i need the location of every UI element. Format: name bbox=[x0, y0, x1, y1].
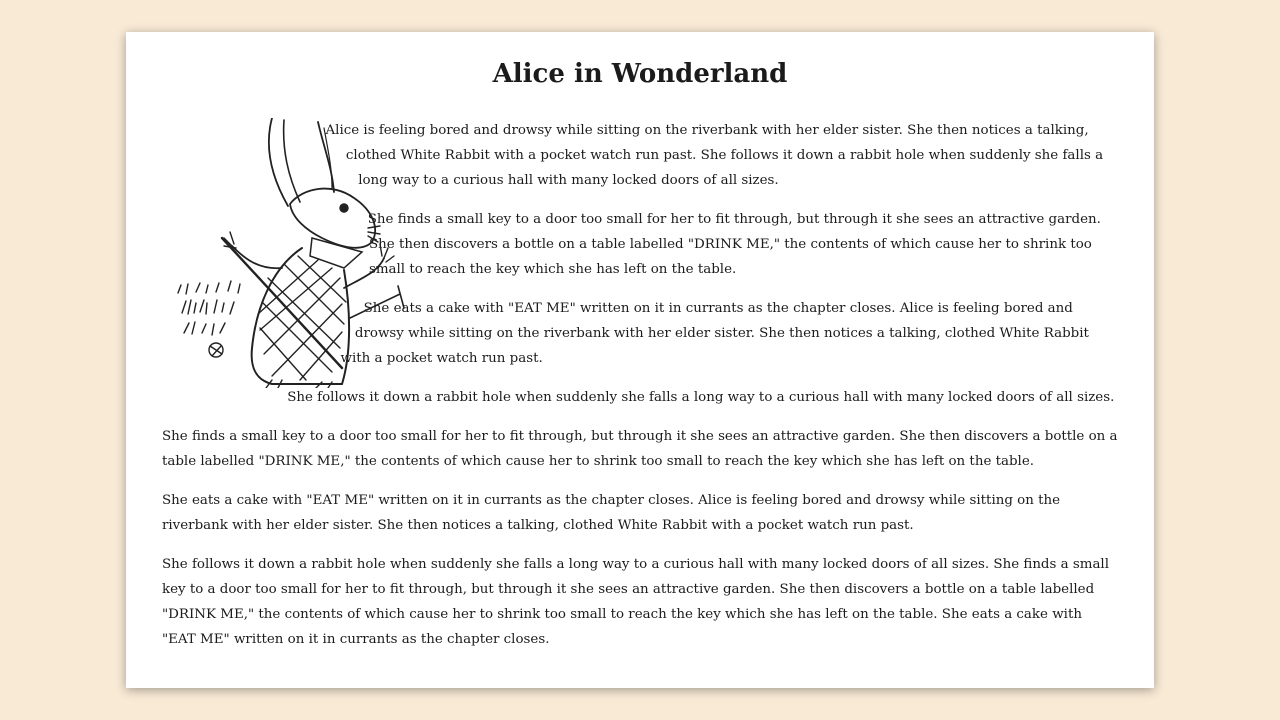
paragraph-2: She finds a small key to a door too small for her to fit through, but through it she sees an attractive garden. She then discovers a bottle on a table labelled "DRINK ME," the contents of which cause her to shrink too small to reach the key which she has left on the table. bbox=[367, 212, 1101, 277]
paragraph-4: She follows it down a rabbit hole when suddenly she falls a long way to a curious hall with many locked doors of all sizes. bbox=[287, 390, 1115, 405]
white-rabbit-icon bbox=[172, 118, 432, 388]
white-rabbit-illustration bbox=[162, 118, 382, 388]
paragraph-6: She eats a cake with "EAT ME" written on it in currants as the chapter closes. Alice is feeling bored and drowsy while sitting on the riverbank with her elder sister. She then notices a talking, clothed White Rabbit with a pocket watch run past. bbox=[162, 493, 1061, 533]
paragraph-3: She eats a cake with "EAT ME" written on it in currants as the chapter closes. Alice is feeling bored and drowsy while sitting on the riverbank with her elder sister. She then notices a talking, clothed White Rabbit with a pocket watch run past. bbox=[340, 301, 1089, 366]
paragraph-1: Alice is feeling bored and drowsy while sitting on the riverbank with her elder sister. She then notices a talking, clothed White Rabbit with a pocket watch run past. She follows it down a rabbit hole when suddenly she falls a long way to a curious hall with many locked doors of all sizes. bbox=[325, 123, 1104, 188]
page-title: Alice in Wonderland bbox=[492, 59, 788, 89]
paragraph-5: She finds a small key to a door too small for her to fit through, but through it she sees an attractive garden. She then discovers a bottle on a table labelled "DRINK ME," the contents of which cause her to shrink too small to reach the key which she has left on the table. bbox=[162, 429, 1118, 469]
document-page bbox=[126, 32, 1154, 688]
paragraph-7: She follows it down a rabbit hole when suddenly she falls a long way to a curious hall with many locked doors of all sizes. She finds a small key to a door too small for her to fit through, but through it she sees an attractive garden. She then discovers a bottle on a table labelled "DRINK ME," the contents of which cause her to shrink too small to reach the key which she has left on the table. She eats a cake with "EAT ME" written on it in currants as the chapter closes. bbox=[162, 557, 1109, 647]
